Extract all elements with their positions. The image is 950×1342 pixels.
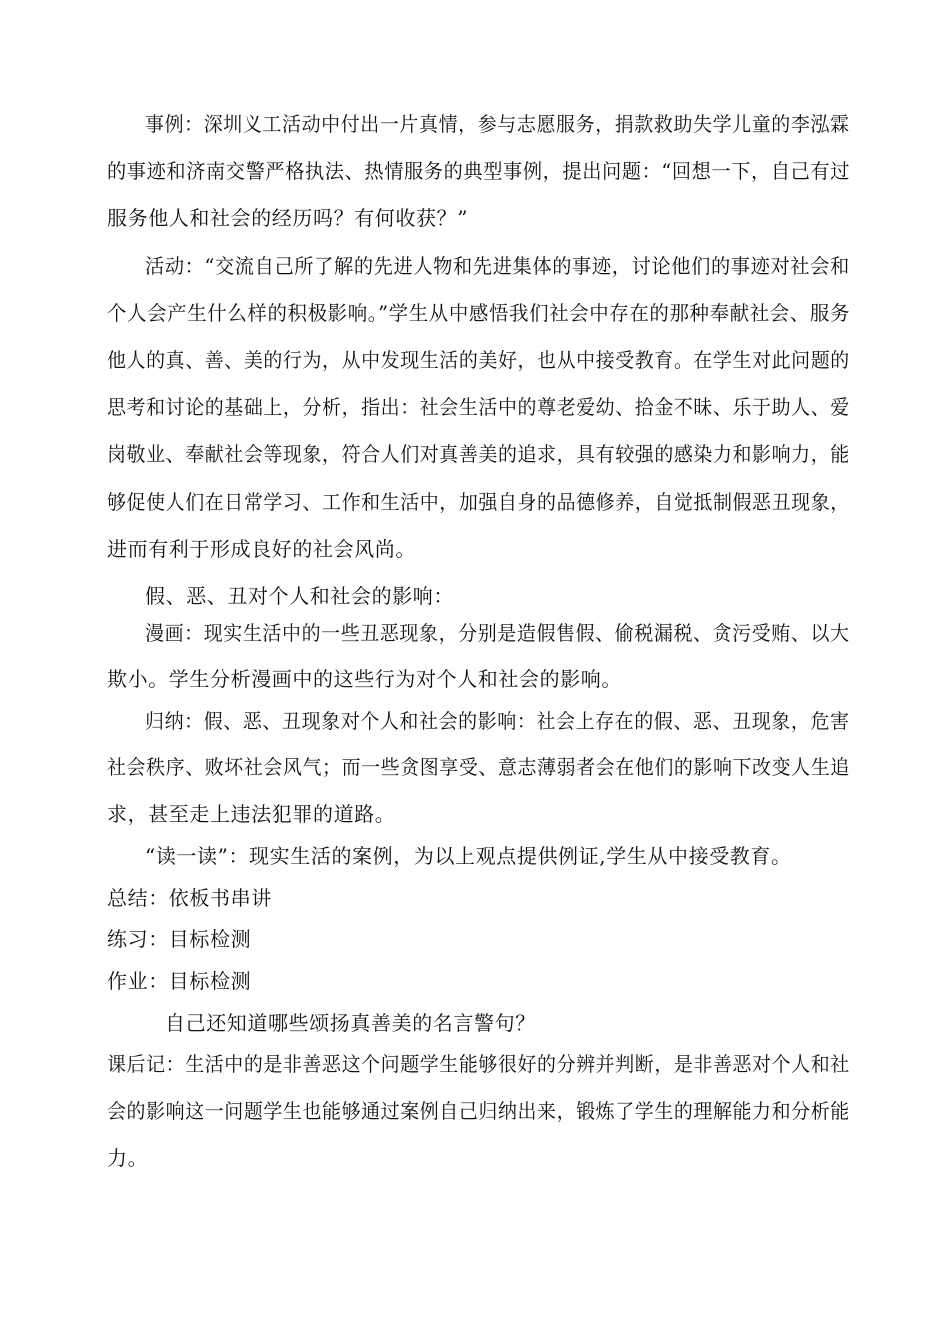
paragraph-line: 岗敬业、奉献社会等现象，符合人们对真善美的追求，具有较强的感染力和影响力，能 xyxy=(107,442,850,466)
paragraph-line: 他人的真、善、美的行为，从中发现生活的美好，也从中接受教育。在学生对此问题的 xyxy=(107,348,850,372)
reflection-line: 课后记：生活中的是非善恶这个问题学生能够很好的分辨并判断，是非善恶对个人和社 xyxy=(107,1052,850,1076)
section-heading: 假、恶、丑对个人和社会的影响： xyxy=(145,584,454,608)
homework-question: 自己还知道哪些颂扬真善美的名言警句？ xyxy=(165,1011,536,1035)
paragraph-line: 活动：“交流自己所了解的先进人物和先进集体的事迹，讨论他们的事迹对社会和 xyxy=(145,254,850,278)
exercise-line: 练习：目标检测 xyxy=(107,927,252,951)
paragraph-line: 漫画：现实生活中的一些丑恶现象，分别是造假售假、偷税漏税、贪污受贿、以大 xyxy=(145,621,850,645)
reflection-line: 力。 xyxy=(107,1146,149,1170)
paragraph-line: 思考和讨论的基础上，分析，指出：社会生活中的尊老爱幼、拾金不昧、乐于助人、爱 xyxy=(107,395,850,419)
paragraph-line: 个人会产生什么样的积极影响。”学生从中感悟我们社会中存在的那种奉献社会、服务 xyxy=(107,301,851,325)
paragraph-line: 求，甚至走上违法犯罪的道路。 xyxy=(107,802,396,826)
homework-line: 作业：目标检测 xyxy=(107,969,252,993)
paragraph-line: 事例：深圳义工活动中付出一片真情，参与志愿服务，捐款救助失学儿童的李泓霖 xyxy=(145,112,850,136)
paragraph-line: 社会秩序、败坏社会风气；而一些贪图享受、意志薄弱者会在他们的影响下改变人生追 xyxy=(107,755,850,779)
summary-line: 总结：依板书串讲 xyxy=(107,886,272,910)
paragraph-line: 的事迹和济南交警严格执法、热情服务的典型事例，提出问题：“回想一下，自己有过 xyxy=(107,159,851,183)
reflection-line: 会的影响这一问题学生也能够通过案例自己归纳出来，锻炼了学生的理解能力和分析能 xyxy=(107,1099,850,1123)
paragraph-line: 够促使人们在日常学习、工作和生活中，加强自身的品德修养，自觉抵制假恶丑现象， xyxy=(107,490,850,514)
paragraph-line: “读一读”：现实生活的案例，为以上观点提供例证,学生从中接受教育。 xyxy=(145,844,792,868)
paragraph-line: 进而有利于形成良好的社会风尚。 xyxy=(107,537,416,561)
paragraph-line: 欺小。学生分析漫画中的这些行为对个人和社会的影响。 xyxy=(107,667,622,691)
paragraph-line: 服务他人和社会的经历吗？有何收获？” xyxy=(107,206,469,230)
paragraph-line: 归纳：假、恶、丑现象对个人和社会的影响：社会上存在的假、恶、丑现象，危害 xyxy=(145,709,850,733)
